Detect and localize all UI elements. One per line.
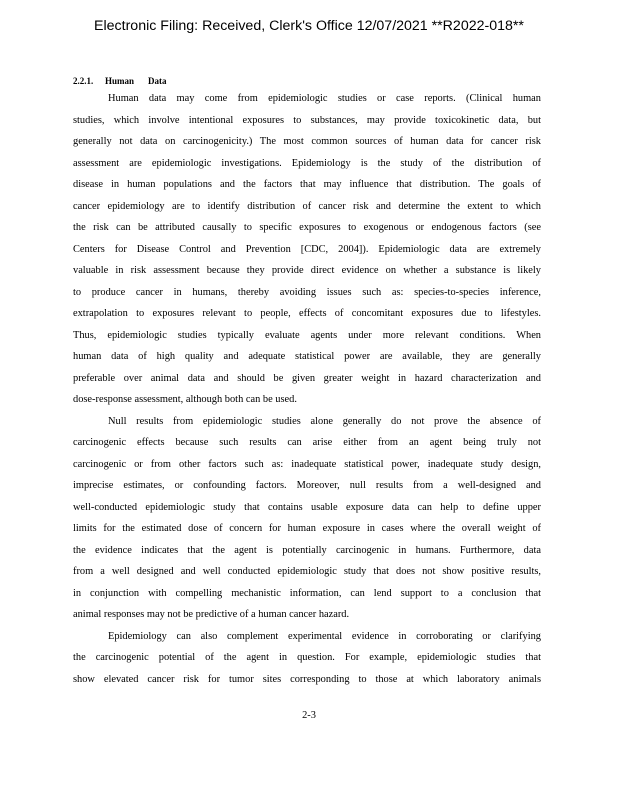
text-line: Epidemiology can also complement experimental evidence in corroborating or clarifying	[108, 630, 541, 642]
text-line: to produce cancer in humans, thereby avoiding issues such as: species-to-species inference,	[73, 286, 541, 298]
paragraph	[73, 88, 541, 411]
section-title-word-1: Human	[105, 76, 135, 86]
text-line: Human data may come from epidemiologic studies or case reports. (Clinical human	[108, 93, 541, 104]
filing-stamp-header: Electronic Filing: Received, Clerk's Office 12/07/2021 **R2022-018**	[94, 18, 524, 34]
paragraph	[73, 411, 541, 626]
paragraph	[73, 626, 541, 691]
text-line: carcinogenic effects because such results can arise either from an agent being truly not	[73, 437, 541, 448]
text-line: disease in human populations and the factors that may influence that distribution. The goals of	[73, 179, 541, 190]
section-title-word-2: Data	[148, 76, 167, 86]
text-line: the carcinogenic potential of the agent in question. For example, epidemiologic studies that	[73, 652, 541, 663]
text-line: studies, which involve intentional exposures to substances, may provide toxicokinetic data, but	[73, 114, 541, 126]
text-line: in conjunction with compelling mechanistic information, can lend support to a conclusion that	[73, 587, 541, 599]
text-line: from a well designed and well conducted epidemiologic study that does not show positive results,	[73, 566, 541, 577]
text-line: Null results from epidemiologic studies alone generally do not prove the absence of	[108, 415, 541, 427]
text-line: dose-response assessment, although both can be used.	[73, 394, 297, 405]
text-line: human data of high quality and adequate statistical power are available, they are generally	[73, 351, 541, 362]
text-line: imprecise estimates, or confounding factors. Moreover, null results from a well-designed and	[73, 480, 541, 491]
text-line: the evidence indicates that the agent is potentially carcinogenic in humans. Furthermore, data	[73, 544, 541, 556]
page-number: 2-3	[302, 710, 316, 721]
text-line: preferable over animal data and should be given greater weight in hazard characterization and	[73, 372, 541, 384]
text-line: cancer epidemiology are to identify distribution of cancer risk and determine the extent to which	[73, 200, 541, 212]
paragraphs-container	[73, 88, 541, 690]
document-body	[73, 74, 541, 690]
text-line: limits for the estimated dose of concern for human exposure in cases where the overall weight of	[73, 523, 541, 534]
text-line: Centers for Disease Control and Prevention [CDC, 2004]). Epidemiologic data are extremely	[73, 243, 541, 255]
text-line: the risk can be attributed causally to specific exposures to exogenous or endogenous factors (see	[73, 222, 541, 233]
text-line: well-conducted epidemiologic study that contains usable exposure data can help to define upper	[73, 501, 541, 513]
text-line: assessment are epidemiologic investigations. Epidemiology is the study of the distribution of	[73, 157, 541, 169]
text-line: animal responses may not be predictive of a human cancer hazard.	[73, 609, 350, 620]
text-line: show elevated cancer risk for tumor sites corresponding to those at which laboratory animals	[73, 673, 541, 685]
text-line: carcinogenic or from other factors such as: inadequate statistical power, inadequate study design,	[73, 458, 541, 470]
text-line: extrapolation to exposures relevant to people, effects of concomitant exposures due to lifestyles.	[73, 308, 541, 319]
text-line: generally not data on carcinogenicity.) The most common sources of human data for cancer risk	[73, 136, 541, 147]
text-line: valuable in risk assessment because they provide direct evidence on whether a substance is likely	[73, 265, 541, 276]
section-heading	[73, 74, 541, 88]
section-number: 2.2.1.	[73, 76, 94, 86]
text-line: Thus, epidemiologic studies typically evaluate agents under more relevant conditions. When	[73, 329, 541, 341]
